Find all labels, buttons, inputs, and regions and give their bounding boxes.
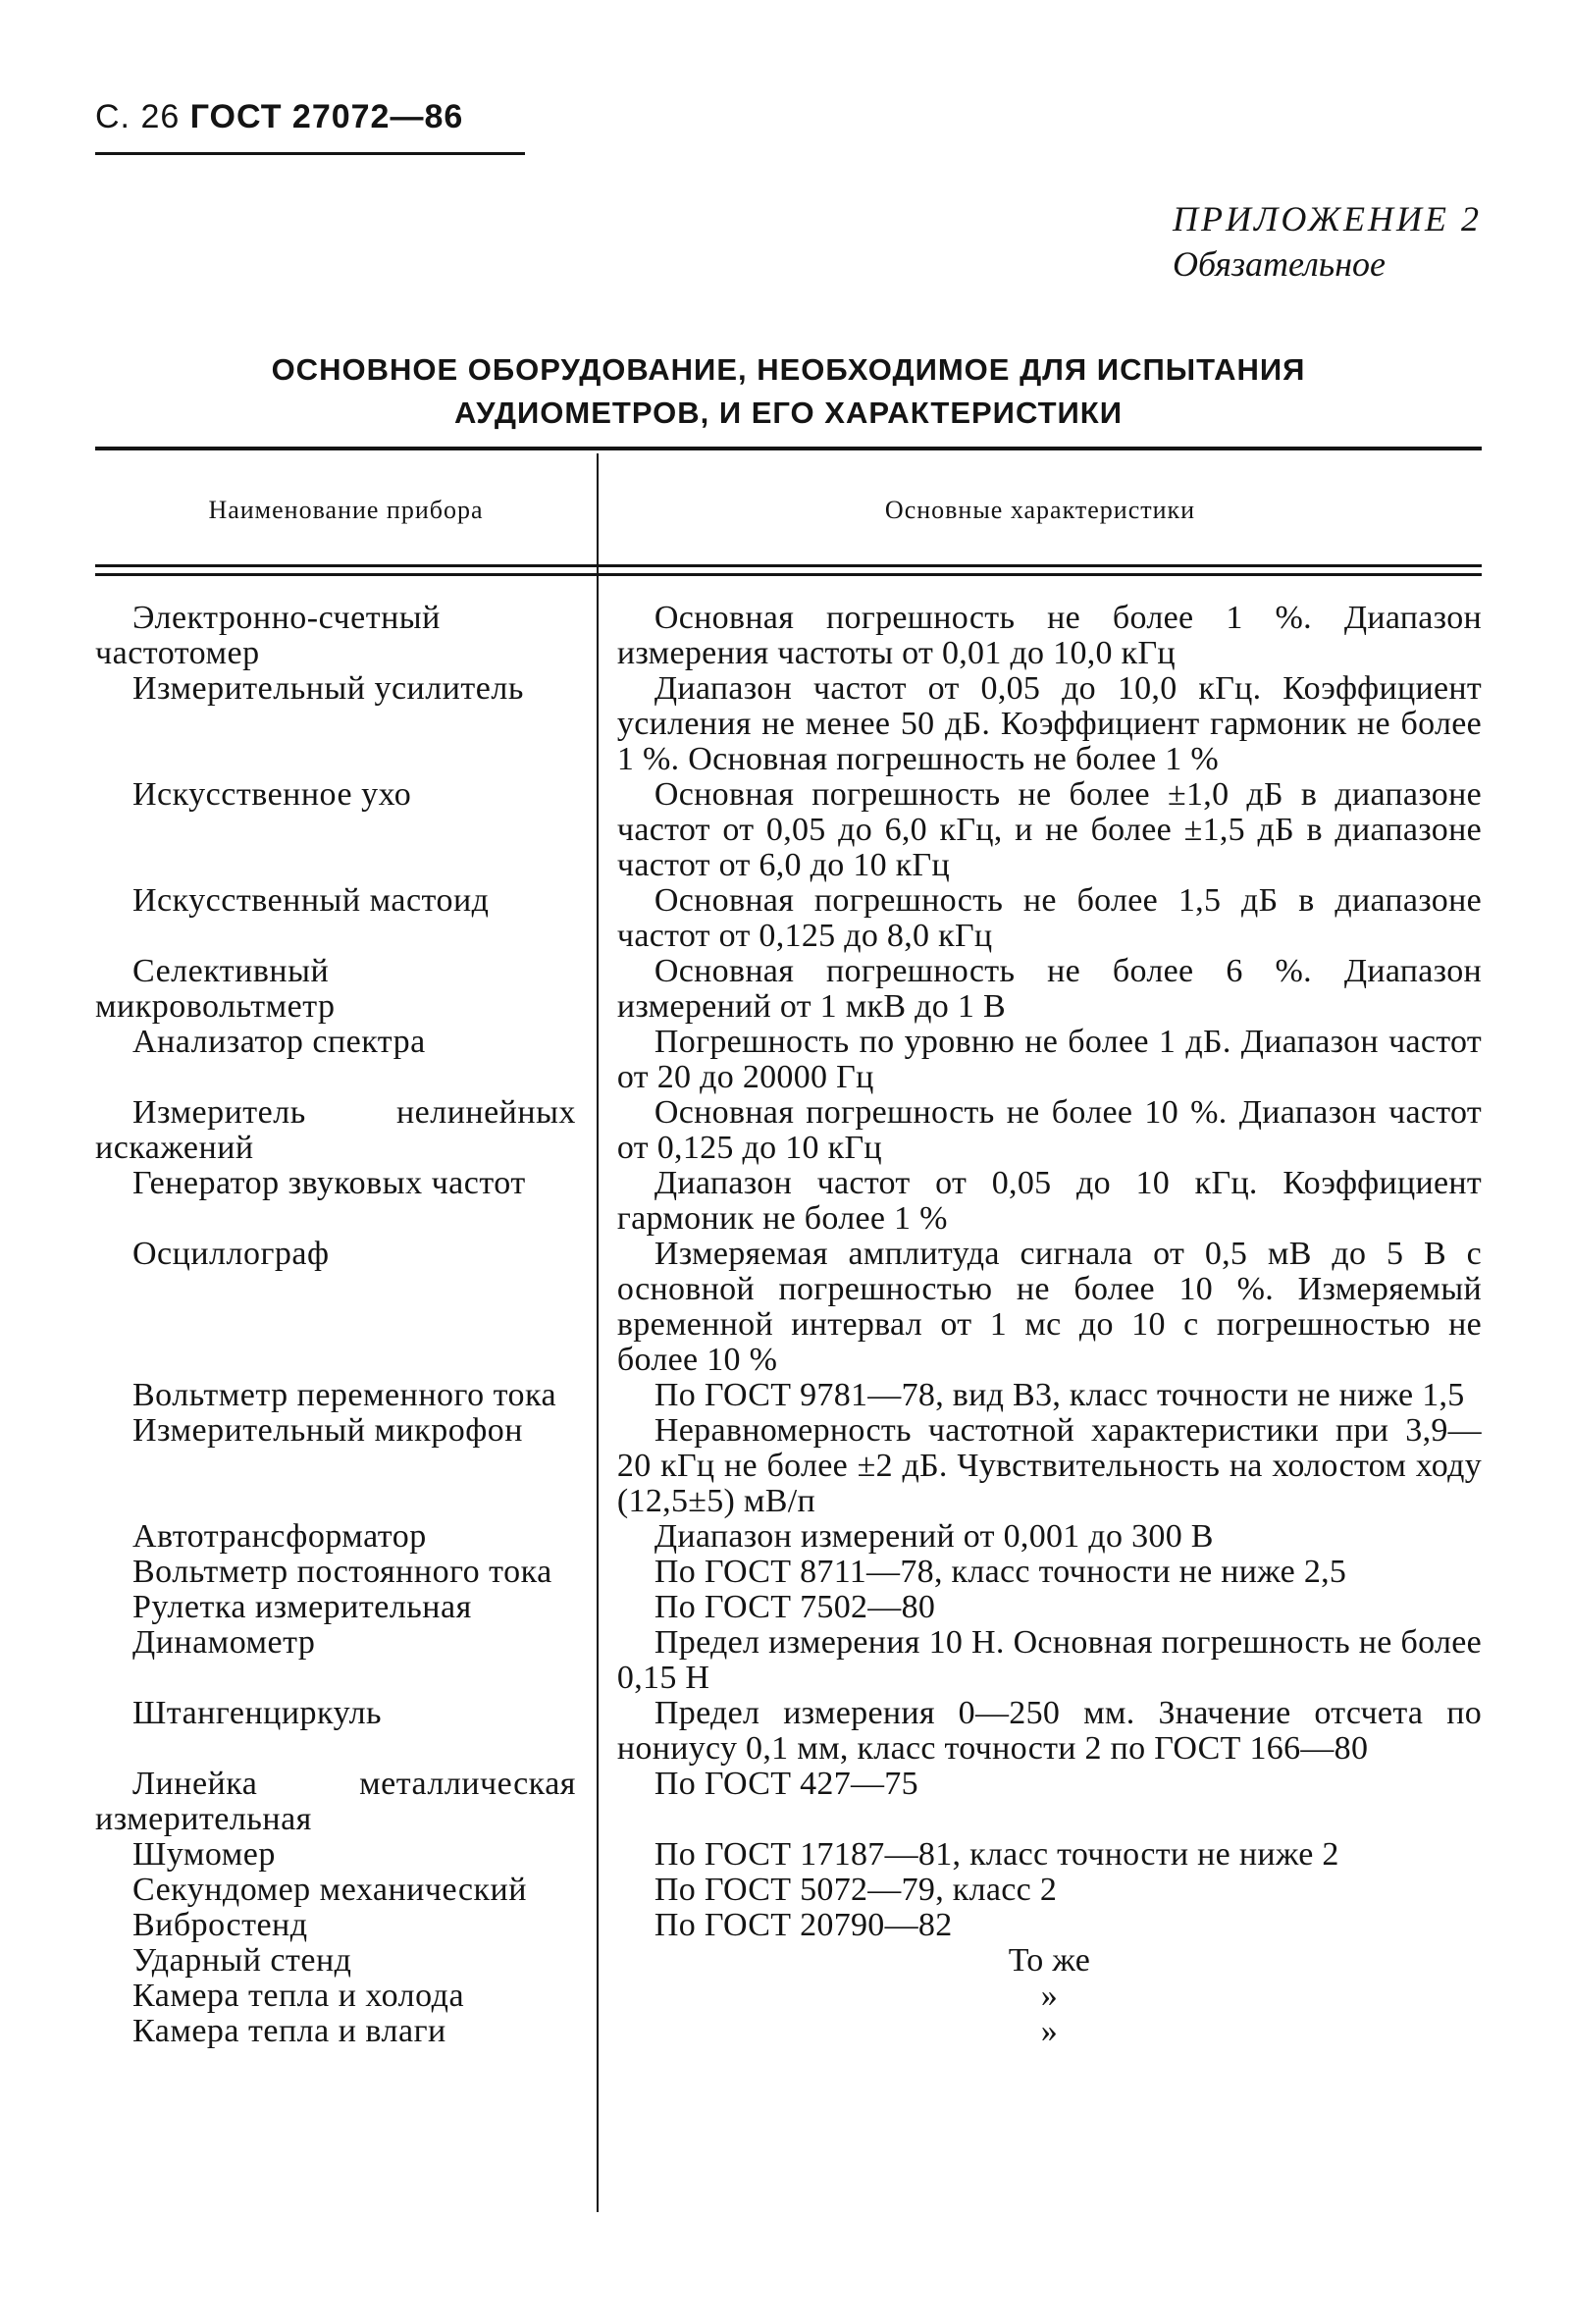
table-row bbox=[95, 1625, 1482, 1696]
device-name: Вольтметр переменного тока bbox=[132, 1377, 557, 1413]
device-characteristics: Предел измерения 10 Н. Основная погрешность не более 0,15 Н bbox=[616, 1624, 1482, 1696]
page-number: С. 26 bbox=[95, 98, 181, 135]
device-name: Секундомер механический bbox=[132, 1872, 527, 1908]
table-row bbox=[95, 2014, 1482, 2049]
device-characteristics: По ГОСТ 17187—81, класс точности не ниже 2 bbox=[654, 1836, 1339, 1873]
table-row bbox=[95, 1767, 1482, 1837]
device-name: Анализатор спектра bbox=[132, 1024, 426, 1060]
equipment-table-body bbox=[95, 601, 1482, 2049]
column-header-device-name: Наименование прибора bbox=[208, 496, 484, 524]
table-row bbox=[95, 777, 1482, 883]
device-characteristics: Основная погрешность не более 6 %. Диапазон измерений от 1 мкВ до 1 В bbox=[616, 953, 1482, 1025]
table-row bbox=[95, 883, 1482, 954]
device-characteristics: По ГОСТ 9781—78, вид В3, класс точности не ниже 1,5 bbox=[654, 1377, 1465, 1413]
device-characteristics: » bbox=[1040, 2013, 1059, 2049]
device-characteristics: Основная погрешность не более 1,5 дБ в диапазоне частот от 0,125 до 8,0 кГц bbox=[616, 882, 1482, 954]
device-characteristics: » bbox=[1040, 1978, 1059, 2014]
device-characteristics: По ГОСТ 427—75 bbox=[654, 1766, 918, 1802]
table-row bbox=[95, 1979, 1482, 2014]
appendix-label: ПРИЛОЖЕНИЕ 2 bbox=[1173, 199, 1482, 238]
device-characteristics: По ГОСТ 5072—79, класс 2 bbox=[654, 1872, 1058, 1908]
device-name: Искусственное ухо bbox=[132, 776, 412, 813]
device-name: Камера тепла и холода bbox=[132, 1978, 465, 2014]
table-row bbox=[95, 1696, 1482, 1767]
appendix-status: Обязательное bbox=[1173, 244, 1387, 284]
table-row bbox=[95, 1873, 1482, 1908]
device-characteristics: Диапазон частот от 0,05 до 10,0 кГц. Коэффициент усиления не менее 50 дБ. Коэффициент гармоник не более 1 %. Основная погрешность не более 1 % bbox=[616, 670, 1482, 777]
column-header-characteristics: Основные характеристики bbox=[884, 496, 1196, 524]
table-row bbox=[95, 1590, 1482, 1625]
table-row bbox=[95, 1837, 1482, 1873]
header-double-rule-top bbox=[95, 564, 1482, 567]
table-row bbox=[95, 601, 1482, 671]
table-row bbox=[95, 671, 1482, 777]
device-characteristics: По ГОСТ 20790—82 bbox=[654, 1907, 953, 1943]
table-row bbox=[95, 1166, 1482, 1237]
table-row bbox=[95, 1413, 1482, 1519]
device-characteristics: Основная погрешность не более ±1,0 дБ в диапазоне частот от 0,05 до 6,0 кГц, и не более ±1,5 дБ в диапазоне частот от 6,0 до 10 кГц bbox=[616, 776, 1482, 883]
document-title bbox=[95, 348, 1482, 435]
device-name: Искусственный мастоид bbox=[132, 882, 490, 919]
header-double-rule-bottom bbox=[95, 573, 1482, 576]
table-row bbox=[95, 1908, 1482, 1943]
title-line-2: АУДИОМЕТРОВ, И ЕГО ХАРАКТЕРИСТИКИ bbox=[454, 396, 1123, 430]
device-name: Осциллограф bbox=[132, 1236, 330, 1272]
device-characteristics: Основная погрешность не более 10 %. Диапазон частот от 0,125 до 10 кГц bbox=[616, 1094, 1482, 1166]
device-name: Штангенциркуль bbox=[132, 1695, 383, 1731]
device-characteristics: Основная погрешность не более 1 %. Диапазон измерения частоты от 0,01 до 10,0 кГц bbox=[616, 600, 1482, 671]
table-row bbox=[95, 954, 1482, 1025]
device-characteristics: Диапазон частот от 0,05 до 10 кГц. Коэффициент гармоник не более 1 % bbox=[616, 1165, 1482, 1237]
device-name: Измеритель нелинейных искажений bbox=[95, 1094, 576, 1166]
device-characteristics: То же bbox=[1008, 1942, 1091, 1979]
page-header bbox=[95, 98, 463, 136]
device-name: Динамометр bbox=[132, 1624, 316, 1661]
device-name: Рулетка измерительная bbox=[132, 1589, 472, 1625]
device-name: Вибростенд bbox=[132, 1907, 308, 1943]
device-characteristics: По ГОСТ 8711—78, класс точности не ниже 2,5 bbox=[654, 1554, 1347, 1590]
device-name: Автотрансформатор bbox=[132, 1518, 427, 1555]
device-characteristics: По ГОСТ 7502—80 bbox=[654, 1589, 936, 1625]
device-name: Измерительный усилитель bbox=[132, 670, 524, 707]
device-characteristics: Диапазон измерений от 0,001 до 300 В bbox=[654, 1518, 1214, 1555]
device-name: Камера тепла и влаги bbox=[132, 2013, 446, 2049]
device-characteristics: Неравномерность частотной характеристики при 3,9—20 кГц не более ±2 дБ. Чувствительность на холостом ходу (12,5±5) мВ/п bbox=[616, 1412, 1482, 1519]
table-row bbox=[95, 1555, 1482, 1590]
standard-number: ГОСТ 27072—86 bbox=[189, 98, 464, 135]
table-row bbox=[95, 1378, 1482, 1413]
device-name: Измерительный микрофон bbox=[132, 1412, 523, 1449]
table-row bbox=[95, 1943, 1482, 1979]
device-characteristics: Погрешность по уровню не более 1 дБ. Диапазон частот от 20 до 20000 Гц bbox=[616, 1024, 1482, 1095]
table-row bbox=[95, 1237, 1482, 1378]
device-name: Генератор звуковых частот bbox=[132, 1165, 526, 1201]
appendix-label-block bbox=[1173, 196, 1482, 287]
title-line-1: ОСНОВНОЕ ОБОРУДОВАНИЕ, НЕОБХОДИМОЕ ДЛЯ ИСПЫТАНИЯ bbox=[271, 352, 1306, 387]
device-name: Ударный стенд bbox=[132, 1942, 352, 1979]
table-row bbox=[95, 1519, 1482, 1555]
device-characteristics: Предел измерения 0—250 мм. Значение отсчета по нониусу 0,1 мм, класс точности 2 по ГОСТ 166—80 bbox=[616, 1695, 1482, 1767]
table-row bbox=[95, 1025, 1482, 1095]
device-name: Шумомер bbox=[132, 1836, 276, 1873]
header-rule bbox=[95, 152, 525, 155]
table-row bbox=[95, 1095, 1482, 1166]
device-name: Вольтметр постоянного тока bbox=[132, 1554, 552, 1590]
device-name: Электронно-счетный частотомер bbox=[95, 600, 441, 671]
device-name: Линейка металлическая измерительная bbox=[95, 1766, 576, 1837]
device-name: Селективный микровольтметр bbox=[95, 953, 336, 1025]
device-characteristics: Измеряемая амплитуда сигнала от 0,5 мВ до 5 В с основной погрешностью не более 10 %. Измеряемый временной интервал от 1 мс до 10 с погрешностью не более 10 % bbox=[616, 1236, 1482, 1378]
table-top-rule bbox=[95, 447, 1482, 450]
